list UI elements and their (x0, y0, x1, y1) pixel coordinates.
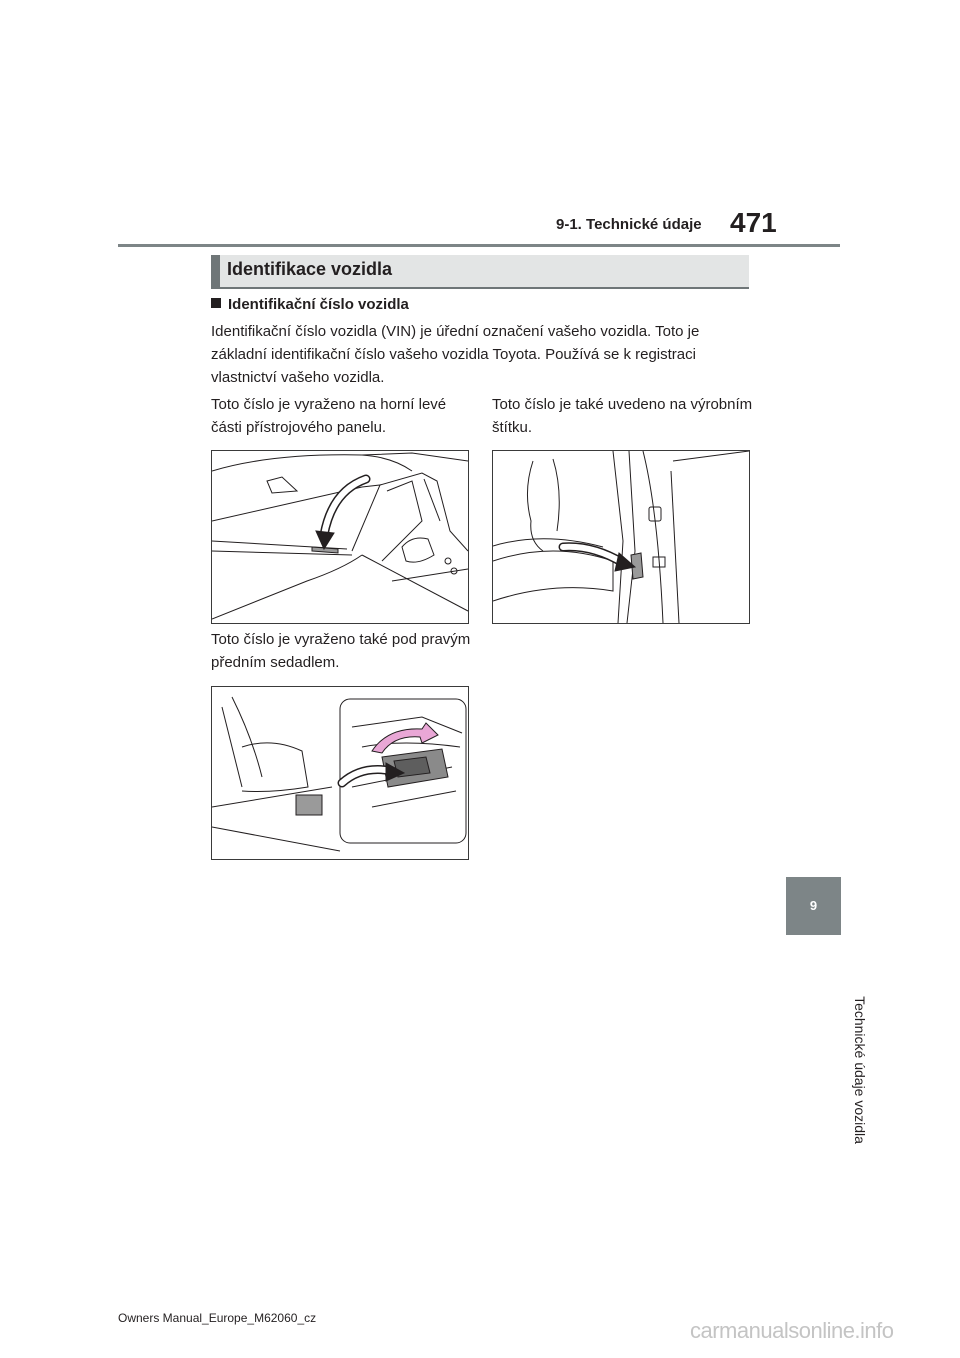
dashboard-vin-illustration (211, 450, 469, 624)
square-bullet-icon (211, 298, 221, 308)
seat-vin-illustration (211, 686, 469, 860)
intro-paragraph: Identifikační číslo vozidla (VIN) je úřední označení vašeho vozidla. Toto je základní identifikační číslo vašeho vozidla Toyota. Používá se k registraci vlastnictví vašeho vozidla. (211, 323, 700, 386)
section-box (211, 255, 749, 289)
subheading-text: Identifikační číslo vozidla (228, 296, 409, 313)
page-number: 471 (730, 207, 777, 238)
chapter-tab-label: Technické údaje vozidla (852, 996, 868, 1144)
caption-seat: Toto číslo je vyraženo také pod pravým předním sedadlem. (211, 631, 471, 671)
section-box-bar (211, 255, 220, 289)
subheading (211, 296, 409, 313)
caption-label: Toto číslo je také uvedeno na výrobním štítku. (492, 396, 753, 436)
header-rule (118, 244, 840, 247)
section-title: 9-1. Technické údaje (556, 216, 702, 233)
caption-dashboard: Toto číslo je vyraženo na horní levé části přístrojového panelu. (211, 396, 447, 436)
chapter-tab: 9 (786, 877, 841, 935)
watermark: carmanualsonline.info (690, 1318, 894, 1343)
footer-text: Owners Manual_Europe_M62060_cz (118, 1311, 317, 1325)
door-label-illustration (492, 450, 750, 624)
section-box-title: Identifikace vozidla (227, 259, 393, 279)
